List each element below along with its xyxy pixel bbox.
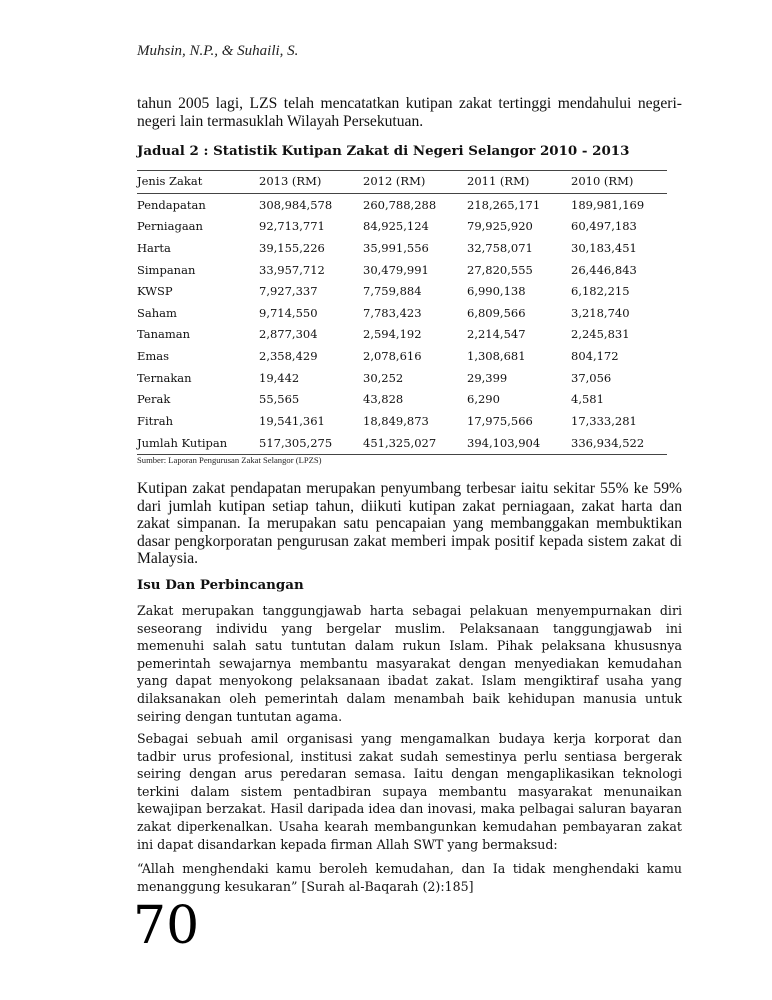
- table-cell: 2,078,616: [363, 348, 422, 363]
- table-cell: 30,479,991: [363, 262, 429, 277]
- table-cell: 32,758,071: [467, 240, 533, 255]
- table-row: [137, 259, 667, 281]
- table-cell: 6,809,566: [467, 305, 526, 320]
- table-cell: 30,252: [363, 370, 404, 385]
- table-cell: 2,594,192: [363, 327, 422, 342]
- table-cell: 19,541,361: [259, 413, 325, 428]
- table-cell: 2,214,547: [467, 327, 526, 342]
- table-cell: 79,925,920: [467, 219, 533, 234]
- table-cell: Harta: [137, 240, 171, 255]
- table-cell: Ternakan: [137, 370, 192, 385]
- table-cell: 92,713,771: [259, 219, 325, 234]
- table-cell: Perniagaan: [137, 219, 203, 234]
- table-cell: 37,056: [571, 370, 612, 385]
- table-cell: 7,783,423: [363, 305, 422, 320]
- table-cell: 26,446,843: [571, 262, 637, 277]
- table-cell: 18,849,873: [363, 413, 429, 428]
- table-row: [137, 302, 667, 324]
- table-row: [137, 194, 667, 216]
- paragraph-issue-1: Zakat merupakan tanggungjawab harta sebagai pelakuan menyempurnakan diri seseorang individu yang bergelar muslim. Pelaksanaan tanggungjawab ini memenuhi salah satu tuntutan dalam rukun Islam. Pihak pelaksana khususnya pemerintah sewajarnya membantu masyarakat dengan menyediakan kemudahan yang dapat menyokong pelaksanaan ibadat zakat. Islam mengiktiraf usaha yang dilaksanakan oleh pemerintah dalam menambah baik kehidupan manusia untuk seiring dengan tuntutan agama.: [137, 603, 682, 724]
- table-body: [137, 194, 667, 455]
- table-cell: 17,975,566: [467, 413, 533, 428]
- table-cell: 189,981,169: [571, 197, 645, 212]
- table-cell: Tanaman: [137, 327, 191, 342]
- table-header-row: [137, 171, 667, 194]
- table-row: [137, 324, 667, 346]
- table-cell: 1,308,681: [467, 348, 526, 363]
- column-header: Jenis Zakat: [137, 174, 203, 188]
- table-cell: Perak: [137, 392, 171, 407]
- table-row: [137, 345, 667, 367]
- table-cell: 4,581: [571, 392, 604, 407]
- table-cell: 27,820,555: [467, 262, 533, 277]
- table-cell: 6,990,138: [467, 284, 526, 299]
- table-row: [137, 410, 667, 432]
- table-row: [137, 216, 667, 238]
- table-cell: 517,305,275: [259, 435, 333, 450]
- table-cell: 308,984,578: [259, 197, 333, 212]
- table-cell: 2,358,429: [259, 348, 318, 363]
- table-cell: Saham: [137, 305, 177, 320]
- table-cell: 35,991,556: [363, 240, 429, 255]
- table-row: [137, 388, 667, 410]
- table-cell: KWSP: [137, 284, 173, 299]
- table-row: [137, 237, 667, 259]
- column-header: 2012 (RM): [363, 174, 426, 188]
- table-cell: 336,934,522: [571, 435, 645, 450]
- table-cell: 6,290: [467, 392, 500, 407]
- table-title: Jadual 2 : Statistik Kutipan Zakat di Negeri Selangor 2010 - 2013: [137, 143, 630, 159]
- column-header: 2011 (RM): [467, 174, 530, 188]
- table-cell: 260,788,288: [363, 197, 437, 212]
- table-cell: 55,565: [259, 392, 300, 407]
- table-cell: 7,927,337: [259, 284, 318, 299]
- table-source-note: Sumber: Laporan Pengurusan Zakat Selangor (LPZS): [137, 455, 322, 465]
- table-cell: 84,925,124: [363, 219, 429, 234]
- table-cell: 2,877,304: [259, 327, 318, 342]
- table-cell: 2,245,831: [571, 327, 630, 342]
- table-cell: 804,172: [571, 348, 619, 363]
- column-header: 2010 (RM): [571, 174, 634, 188]
- table-cell: 451,325,027: [363, 435, 437, 450]
- running-header-authors: Muhsin, N.P., & Suhaili, S.: [137, 43, 299, 59]
- table-cell: 6,182,215: [571, 284, 630, 299]
- table-cell: 43,828: [363, 392, 404, 407]
- table-cell: 33,957,712: [259, 262, 325, 277]
- table-cell: 39,155,226: [259, 240, 325, 255]
- table-cell: 3,218,740: [571, 305, 630, 320]
- table-cell: 19,442: [259, 370, 300, 385]
- table-cell: 394,103,904: [467, 435, 541, 450]
- table-cell: 29,399: [467, 370, 508, 385]
- intro-paragraph: tahun 2005 lagi, LZS telah mencatatkan kutipan zakat tertinggi mendahului negeri-negeri lain termasuklah Wilayah Persekutuan.: [137, 95, 682, 130]
- table-cell: Emas: [137, 348, 170, 363]
- section-heading: Isu Dan Perbincangan: [137, 577, 304, 593]
- table-cell: Pendapatan: [137, 197, 206, 212]
- column-header: 2013 (RM): [259, 174, 322, 188]
- table-cell: 218,265,171: [467, 197, 541, 212]
- paragraph-after-table: Kutipan zakat pendapatan merupakan penyumbang terbesar iaitu sekitar 55% ke 59% dari jumlah kutipan setiap tahun, diikuti kutipan zakat perniagaan, zakat harta dan zakat simpanan. Ia merupakan satu pencapaian yang membanggakan membuktikan dasar pengkorporatan pengurusan zakat memberi impak positif kepada sistem zakat di Malaysia.: [137, 480, 682, 567]
- table-cell: Simpanan: [137, 262, 196, 277]
- table-cell: 17,333,281: [571, 413, 637, 428]
- table-cell: 7,759,884: [363, 284, 422, 299]
- table-cell: Fitrah: [137, 413, 174, 428]
- paragraph-issue-2: Sebagai sebuah amil organisasi yang mengamalkan budaya kerja korporat dan tadbir urus profesional, institusi zakat sudah semestinya perlu sentiasa bergerak seiring dengan arus peredaran semasa. Iaitu dengan mengaplikasikan teknologi terkini dalam sistem pentadbiran supaya membantu masyarakat menunaikan kewajipan berzakat. Hasil daripada idea dan inovasi, maka pelbagai saluran bayaran zakat diperkenalkan. Usaha kearah membangunkan kemudahan pembayaran zakat ini dapat disandarkan kepada firman Allah SWT yang bermaksud:: [137, 731, 682, 852]
- table-cell: 60,497,183: [571, 219, 637, 234]
- table-row: [137, 367, 667, 389]
- zakat-statistics-table: [137, 170, 667, 455]
- table-row: [137, 280, 667, 302]
- quote-paragraph: “Allah menghendaki kamu beroleh kemudahan, dan Ia tidak menghendaki kamu menanggung kesukaran” [Surah al-Baqarah (2):185]: [137, 861, 682, 894]
- table-total-row: [137, 432, 667, 455]
- page-number: 70: [133, 896, 200, 956]
- table-cell: Jumlah Kutipan: [137, 435, 228, 450]
- table-cell: 9,714,550: [259, 305, 318, 320]
- table-cell: 30,183,451: [571, 240, 637, 255]
